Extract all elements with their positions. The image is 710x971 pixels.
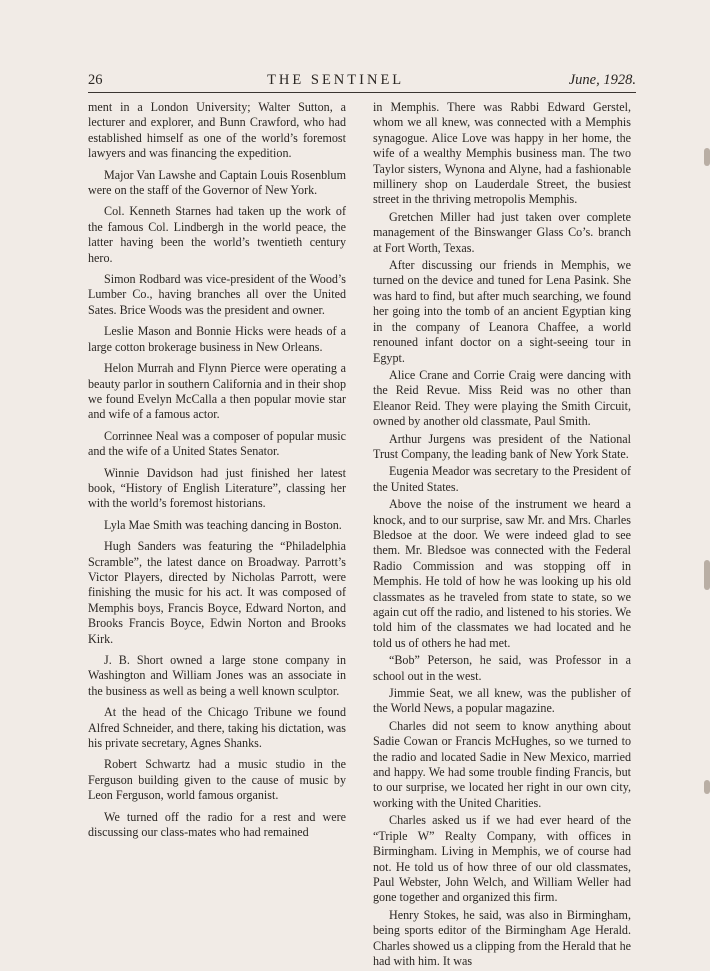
paragraph: ment in a London University; Walter Sutton, a lecturer and explorer, and Bunn Crawford, who had established himself as one of the world’s foremost lawyers and was financing the expedition. (88, 100, 346, 161)
paragraph: Helon Murrah and Flynn Pierce were operating a beauty parlor in southern California and in their shop we found Evelyn McCalla a then popular movie star and wife of a famous actor. (88, 361, 346, 422)
paragraph: Charles asked us if we had ever heard of the “Triple W” Realty Company, with offices in Birmingham. Living in Memphis, we of course had not. He told us of how three of our old classmates, Paul Webster, John Welch, and William Weller had gone together and organized this firm. (373, 813, 631, 905)
paragraph: J. B. Short owned a large stone company in Washington and William Jones was an associate in the business as well as being a well known sculptor. (88, 653, 346, 698)
paragraph: We turned off the radio for a rest and were discussing our class-mates who had remained (88, 809, 346, 840)
paragraph: Henry Stokes, he said, was also in Birmingham, being sports editor of the Birmingham Age Herald. Charles showed us a clipping from the Herald that he had with him. It was (373, 907, 631, 968)
page-edge-mark (704, 780, 710, 794)
right-column (373, 100, 631, 971)
paragraph: Above the noise of the instrument we heard a knock, and to our surprise, saw Mr. and Mrs. Charles Bledsoe at the door. We were indeed glad to see them. Mr. Bledsoe was connected with the Federal Radio Commission and was stopping off in Memphis. He told of how he was looking up his old classmates as he traveled from state to state, so we again cut off the radio, and listened to his stories. We told him of the classmates we had located and he told us of others he had met. (373, 497, 631, 650)
left-column (88, 100, 346, 846)
paragraph: At the head of the Chicago Tribune we found Alfred Schneider, and there, taking his dictation, was his private secretary, Agnes Shanks. (88, 705, 346, 751)
page-number: 26 (88, 72, 103, 88)
paragraph: Corrinnee Neal was a composer of popular music and the wife of a United States Senator. (88, 428, 346, 459)
publication-title: THE SENTINEL (267, 72, 405, 88)
paragraph: Arthur Jurgens was president of the National Trust Company, the leading bank of New York State. (373, 431, 631, 461)
paragraph: in Memphis. There was Rabbi Edward Gerstel, whom we all knew, was connected with a Memphis synagogue. Alice Love was happy in her home, the wife of a wealthy Memphis business man. The two Taylor sisters, Wynona and Alyne, had a fashionable millinery shop on Lauderdale Street, the busiest street in the thriving metropolis Memphis. (373, 100, 631, 207)
paragraph: Jimmie Seat, we all knew, was the publisher of the World News, a popular magazine. (373, 686, 631, 716)
header-rule (88, 92, 636, 93)
paragraph: Winnie Davidson had just finished her latest book, “History of English Literature”, classing her with the world’s foremost historians. (88, 465, 346, 511)
page-edge-mark (704, 148, 710, 166)
paragraph: Leslie Mason and Bonnie Hicks were heads of a large cotton brokerage business in New Orleans. (88, 324, 346, 354)
paragraph: Lyla Mae Smith was teaching dancing in Boston. (104, 517, 342, 532)
paragraph: Alice Crane and Corrie Craig were dancing with the Reid Revue. Miss Reid was no other than Eleanor Reid. They were playing the Smith Circuit, owned by another old classmate, Paul Smith. (373, 367, 631, 429)
paragraph: Major Van Lawshe and Captain Louis Rosenblum were on the staff of the Governor of New York. (88, 167, 346, 198)
page-header (88, 72, 636, 89)
paragraph: Eugenia Meador was secretary to the President of the United States. (373, 464, 631, 494)
paragraph: Robert Schwartz had a music studio in the Ferguson building given to the cause of music by Leon Ferguson, world famous organist. (88, 757, 346, 803)
paragraph: “Bob” Peterson, he said, was Professor in a school out in the west. (373, 653, 631, 683)
paragraph: After discussing our friends in Memphis, we turned on the device and tuned for Lena Pasink. She was hard to find, but after much searching, we found her going into the tomb of an ancient Egyptian king in the company of Leanora Chaffee, a world renouned infant doctor on a sight-seeing tour in Egypt. (373, 258, 631, 365)
issue-date: June, 1928. (568, 72, 636, 88)
page-edge-mark (704, 560, 710, 590)
paragraph: Col. Kenneth Starnes had taken up the work of the famous Col. Lindbergh in the world peace, the latter having been the world’s twentieth century hero. (88, 204, 346, 265)
paragraph: Gretchen Miller had just taken over complete management of the Binswanger Glass Co’s. branch at Fort Worth, Texas. (373, 209, 631, 255)
paragraph: Charles did not seem to know anything about Sadie Cowan or Francis McHughes, so we turned to the radio and located Sadie in New Mexico, married and happy. We had some trouble finding Francis, but to our surprise, we located her right in our own city, working with the United Charities. (373, 718, 631, 810)
paragraph: Hugh Sanders was featuring the “Philadelphia Scramble”, the latest dance on Broadway. Parrott’s Victor Players, directed by Nicholas Parrott, were finishing the music for his act. It was composed of Memphis boys, Francis Boyce, Edward Norton, and Brooks Francis Boyce, Edwin Norton and Brooks Kirk. (88, 539, 346, 646)
paragraph: Simon Rodbard was vice-president of the Wood’s Lumber Co., having branches all over the United Sates. Brice Woods was the president and owner. (88, 272, 346, 317)
